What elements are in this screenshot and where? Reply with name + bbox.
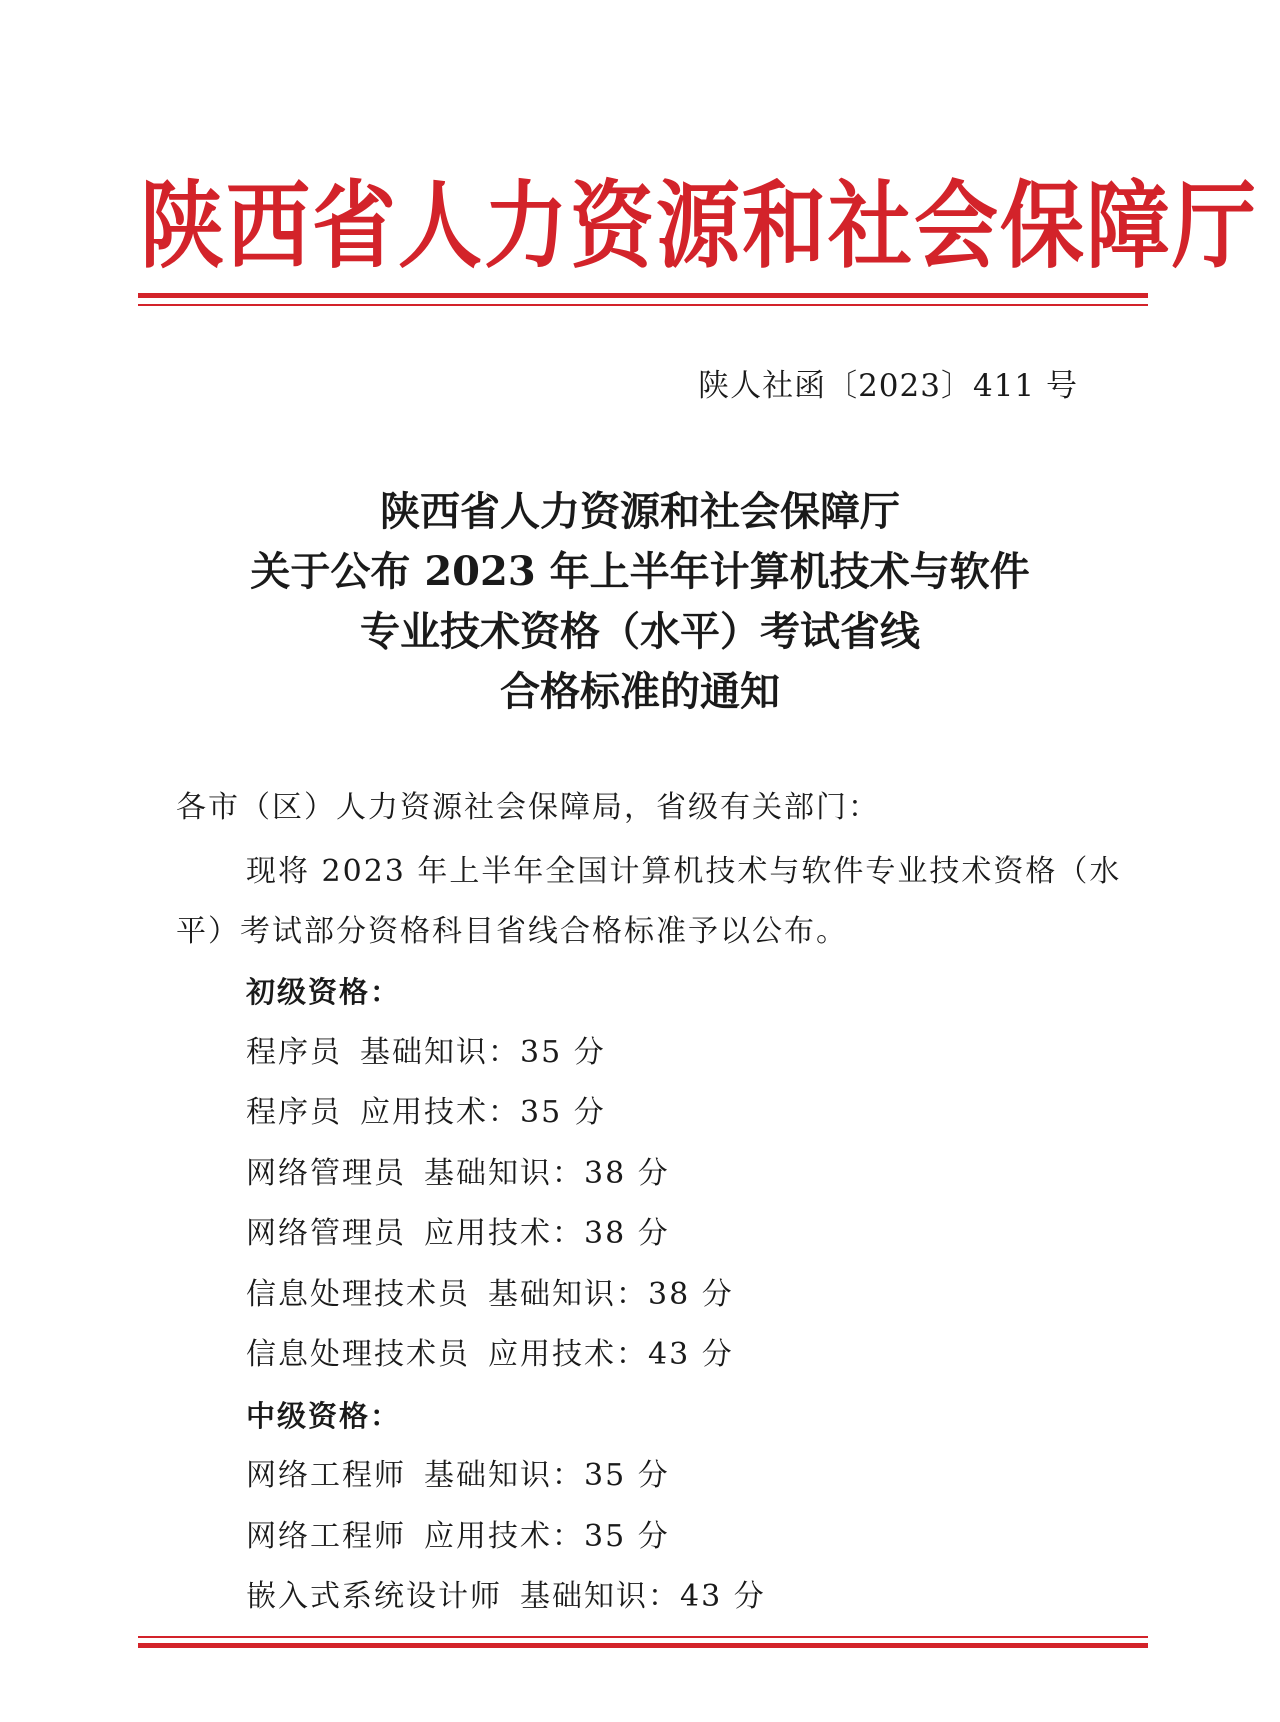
subject-name: 基础知识： (488, 1276, 648, 1312)
subject-name: 应用技术： (360, 1095, 520, 1130)
masthead-rule-thick (138, 293, 1148, 298)
title-line-2: 关于公布 2023 年上半年计算机技术与软件 (250, 548, 1030, 595)
section-heading-junior: 初级资格： (246, 975, 402, 1009)
title-line-1: 陕西省人力资源和社会保障厅 (380, 488, 900, 535)
qualification-name: 嵌入式系统设计师 (246, 1579, 502, 1614)
qualification-name: 网络工程师 (246, 1458, 406, 1493)
list-item (246, 1265, 1096, 1326)
qualification-name: 网络管理员 (246, 1155, 406, 1191)
masthead-rule-thin (138, 304, 1148, 306)
list-item (246, 1204, 1096, 1265)
qualification-list (246, 962, 1096, 1628)
footer-rule-thick (138, 1643, 1148, 1648)
list-item (246, 1325, 1096, 1386)
qualification-name: 网络工程师 (246, 1518, 406, 1554)
footer-rule-thin (138, 1636, 1148, 1638)
qualification-name: 程序员 (246, 1034, 342, 1070)
subject-name: 基础知识： (360, 1034, 520, 1070)
subject-name: 应用技术： (488, 1337, 648, 1372)
passing-score: 35 分 (520, 1095, 606, 1130)
title-line-4: 合格标准的通知 (500, 668, 780, 715)
passing-score: 38 分 (584, 1155, 670, 1191)
list-item (246, 1144, 1096, 1205)
passing-score: 43 分 (648, 1337, 734, 1372)
paragraph-line-2: 平）考试部分资格科目省线合格标准予以公布。 (176, 914, 848, 949)
subject-name: 应用技术： (424, 1216, 584, 1251)
list-item (246, 1446, 1096, 1507)
passing-score: 43 分 (680, 1579, 766, 1614)
subject-name: 基础知识： (424, 1155, 584, 1191)
qualification-name: 程序员 (246, 1095, 342, 1130)
qualification-name: 网络管理员 (246, 1216, 406, 1251)
agency-masthead: 陕西省人力资源和社会保障厅 (140, 171, 1259, 281)
passing-score: 35 分 (584, 1518, 670, 1554)
salutation: 各市（区）人力资源社会保障局，省级有关部门： (176, 790, 880, 825)
paragraph-line-1: 现将 2023 年上半年全国计算机技术与软件专业技术资格（水 (246, 854, 1122, 889)
title-line-3: 专业技术资格（水平）考试省线 (360, 608, 920, 655)
section-heading-intermediate: 中级资格： (246, 1398, 402, 1433)
passing-score: 35 分 (584, 1458, 670, 1493)
subject-name: 应用技术： (424, 1518, 584, 1554)
qualification-name: 信息处理技术员 (246, 1337, 470, 1372)
subject-name: 基础知识： (520, 1579, 680, 1614)
passing-score: 38 分 (584, 1216, 670, 1251)
list-item (246, 1023, 1096, 1084)
subject-name: 基础知识： (424, 1458, 584, 1493)
list-item (246, 1083, 1096, 1144)
passing-score: 38 分 (648, 1276, 734, 1312)
list-item (246, 1567, 1096, 1628)
list-item (246, 1507, 1096, 1568)
qualification-name: 信息处理技术员 (246, 1276, 470, 1312)
document-number: 陕人社函〔2023〕411 号 (698, 368, 1078, 404)
document-title (140, 482, 1140, 722)
passing-score: 35 分 (520, 1034, 606, 1070)
